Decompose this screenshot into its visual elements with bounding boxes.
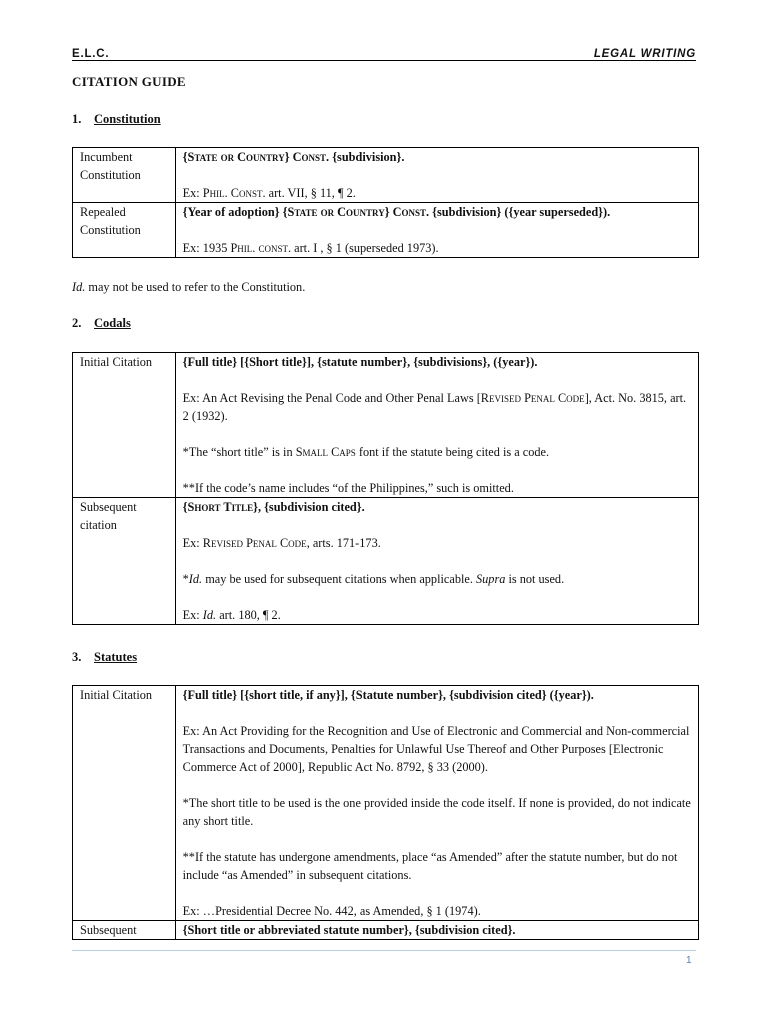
citation-example: Ex: …Presidential Decree No. 442, as Amended, § 1 (1974). [182,904,481,918]
constitution-note: Id. may not be used to refer to the Constitution. [72,280,306,294]
table-row [73,686,699,921]
citation-format: {State or Country} Const. {subdivision}. [182,150,405,164]
footer-rule [72,950,696,951]
citation-note: **If the statute has undergone amendments, place “as Amended” after the statute number, but do not include “as Amended” in subsequent citations. [182,850,678,882]
citation-note: *The short title to be used is the one provided inside the code itself. If none is provided, do not indicate any short title. [182,796,691,828]
row-label: Subsequent citation [73,498,176,625]
row-body [175,498,698,625]
codals-table [72,352,699,625]
citation-format: {Full title} [{Short title}], {statute number}, {subdivisions}, ({year}). [182,355,538,369]
citation-format: {Full title} [{short title, if any}], {Statute number}, {subdivision cited} ({year}). [182,688,594,702]
citation-example: Ex: Id. art. 180, ¶ 2. [182,608,281,622]
row-label: Initial Citation [73,353,176,498]
citation-format: {Short Title}, {subdivision cited}. [182,500,365,514]
table-row [73,498,699,625]
citation-note: *Id. may be used for subsequent citations when applicable. Supra is not used. [182,572,565,586]
row-label: Subsequent [73,921,176,940]
table-row [73,148,699,203]
citation-note: *The “short title” is in Small Caps font if the statute being cited is a code. [182,445,550,459]
header-rule [72,60,696,61]
row-body [175,686,698,921]
document-title: CITATION GUIDE [72,74,186,89]
row-body [175,921,698,940]
row-body [175,148,698,203]
row-body [175,203,698,258]
section-heading-constitution: 1. Constitution [72,112,161,126]
citation-example: Ex: 1935 Phil. const. art. I , § 1 (superseded 1973). [182,241,439,255]
citation-example: Ex: An Act Revising the Penal Code and Other Penal Laws [Revised Penal Code], Act. No. 3815, art. 2 (1932). [182,391,687,423]
page-number: 1 [686,955,692,966]
section-heading-codals: 2. Codals [72,316,131,330]
section-heading-statutes: 3. Statutes [72,650,138,664]
header-right: LEGAL WRITING [593,48,696,60]
citation-format: {Short title or abbreviated statute number}, {subdivision cited}. [182,923,516,937]
citation-format: {Year of adoption} {State or Country} Const. {subdivision} ({year superseded}). [182,205,611,219]
statutes-table [72,685,699,940]
constitution-table [72,147,699,258]
row-label: Initial Citation [73,686,176,921]
table-row [73,203,699,258]
row-body [175,353,698,498]
header-left: E.L.C. [72,48,110,60]
citation-note: **If the code’s name includes “of the Philippines,” such is omitted. [182,481,514,495]
row-label: Repealed Constitution [73,203,176,258]
row-label: Incumbent Constitution [73,148,176,203]
citation-example: Ex: Revised Penal Code, arts. 171-173. [182,536,381,550]
citation-example: Ex: An Act Providing for the Recognition and Use of Electronic and Commercial and Non-commercial Transactions and Documents, Penalties for Unlawful Use Thereof and Other Purposes [Electronic Commerce Act of 2000], Republic Act No. 8792, § 33 (2000). [182,724,690,774]
table-row [73,353,699,498]
table-row [73,921,699,940]
citation-example: Ex: Phil. Const. art. VII, § 11, ¶ 2. [182,186,356,200]
